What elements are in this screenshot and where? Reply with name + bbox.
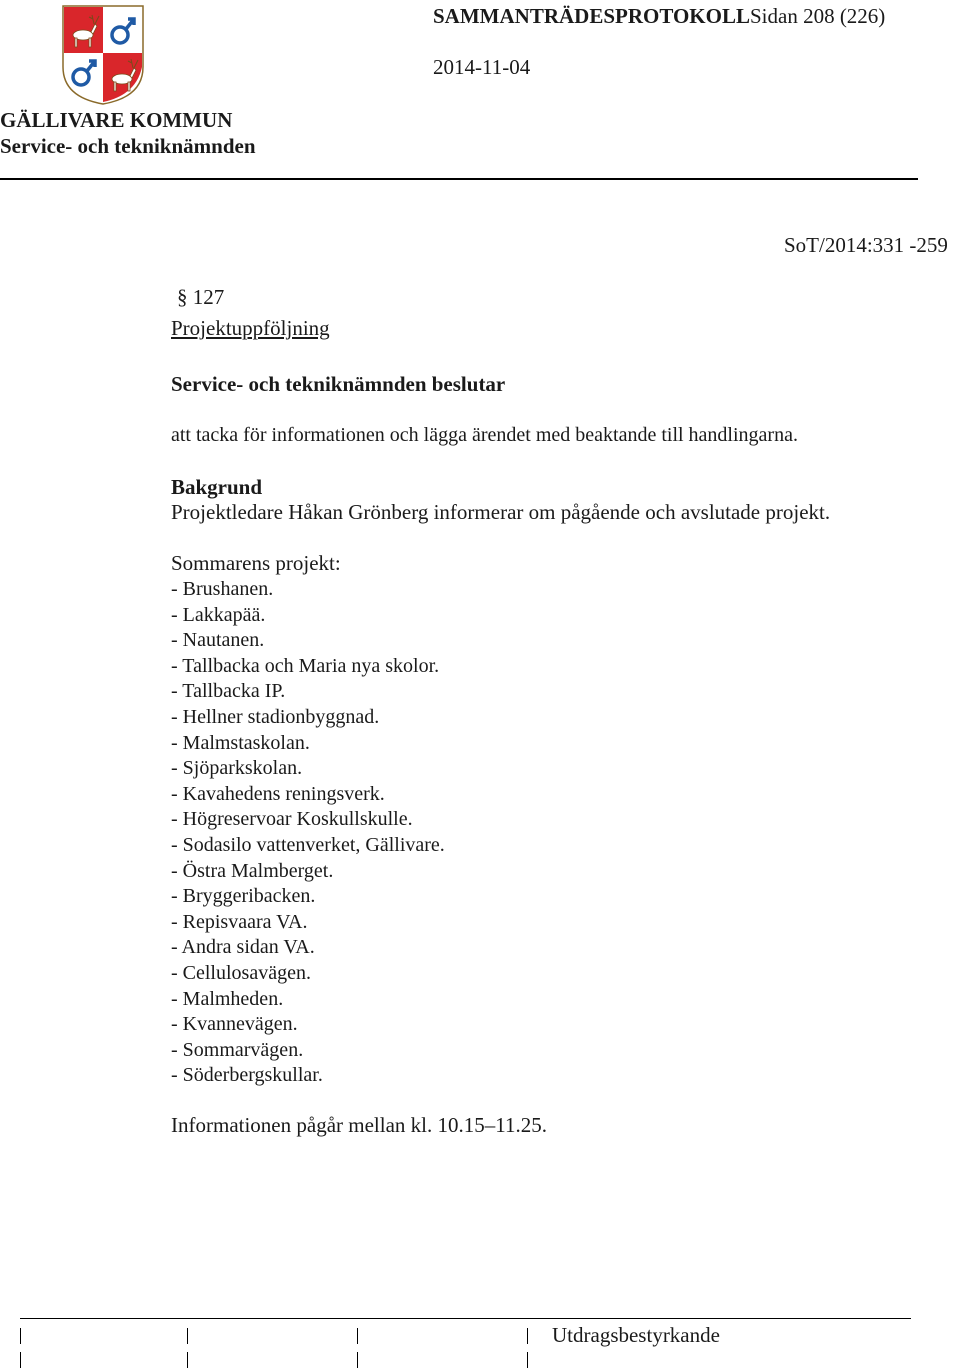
municipality-crest-icon — [62, 5, 144, 105]
list-item: - Högreservoar Koskullskulle. — [171, 808, 413, 831]
info-time: Informationen pågår mellan kl. 10.15–11.25. — [171, 1113, 547, 1137]
list-item: - Sommarvägen. — [171, 1038, 304, 1061]
signature-field-divider — [187, 1352, 188, 1368]
footer-divider — [20, 1318, 911, 1319]
list-item: - Sodasilo vattenverket, Gällivare. — [171, 833, 445, 856]
list-item: - Malmheden. — [171, 987, 284, 1010]
page-info: Sidan 208 (226) — [749, 4, 886, 28]
protocol-title: SAMMANTRÄDESPROTOKOLL — [433, 4, 750, 28]
list-item: - Malmstaskolan. — [171, 731, 310, 754]
background-text: Projektledare Håkan Grönberg informerar om pågående och avslutade projekt. — [171, 500, 831, 524]
project-list — [171, 577, 445, 1089]
decision-text: att tacka för informationen och lägga ärendet med beaktande till handlingarna. — [171, 424, 798, 446]
paragraph-number: § 127 — [177, 285, 225, 309]
certification-label: Utdragsbestyrkande — [552, 1323, 720, 1347]
list-item: - Cellulosavägen. — [171, 961, 311, 984]
signature-field-divider — [187, 1328, 188, 1344]
list-item: - Tallbacka och Maria nya skolor. — [171, 654, 440, 677]
list-item: - Bryggeribacken. — [171, 885, 316, 908]
signature-field-divider — [527, 1352, 528, 1368]
background-heading: Bakgrund — [171, 475, 263, 499]
signature-field-divider — [357, 1328, 358, 1344]
list-item: - Kavahedens reningsverk. — [171, 782, 385, 805]
list-item: - Repisvaara VA. — [171, 910, 308, 933]
list-item: - Brushanen. — [171, 578, 274, 600]
header-divider — [0, 178, 918, 180]
committee-name: Service- och tekniknämnden — [0, 134, 256, 158]
list-item: - Söderbergskullar. — [171, 1064, 323, 1087]
signature-field-divider — [20, 1352, 21, 1368]
signature-field-divider — [527, 1328, 528, 1344]
organization-block — [0, 107, 256, 159]
case-subject: Projektuppföljning — [171, 316, 330, 340]
list-item: - Nautanen. — [171, 629, 265, 652]
decision-heading: Service- och tekniknämnden beslutar — [171, 372, 506, 396]
projects-heading: Sommarens projekt: — [171, 551, 341, 575]
list-item: - Kvannevägen. — [171, 1013, 298, 1036]
signature-field-divider — [357, 1352, 358, 1368]
case-reference: SoT/2014:331 -259 — [784, 233, 948, 257]
list-item: - Tallbacka IP. — [171, 680, 286, 703]
meeting-date: 2014-11-04 — [433, 55, 531, 79]
organization-name: GÄLLIVARE KOMMUN — [0, 108, 233, 132]
list-item: - Lakkapää. — [171, 603, 266, 626]
signature-field-divider — [20, 1328, 21, 1344]
list-item: - Östra Malmberget. — [171, 859, 334, 882]
list-item: - Sjöparkskolan. — [171, 757, 303, 780]
list-item: - Andra sidan VA. — [171, 936, 315, 959]
list-item: - Hellner stadionbyggnad. — [171, 705, 380, 728]
protocol-header — [433, 4, 885, 29]
